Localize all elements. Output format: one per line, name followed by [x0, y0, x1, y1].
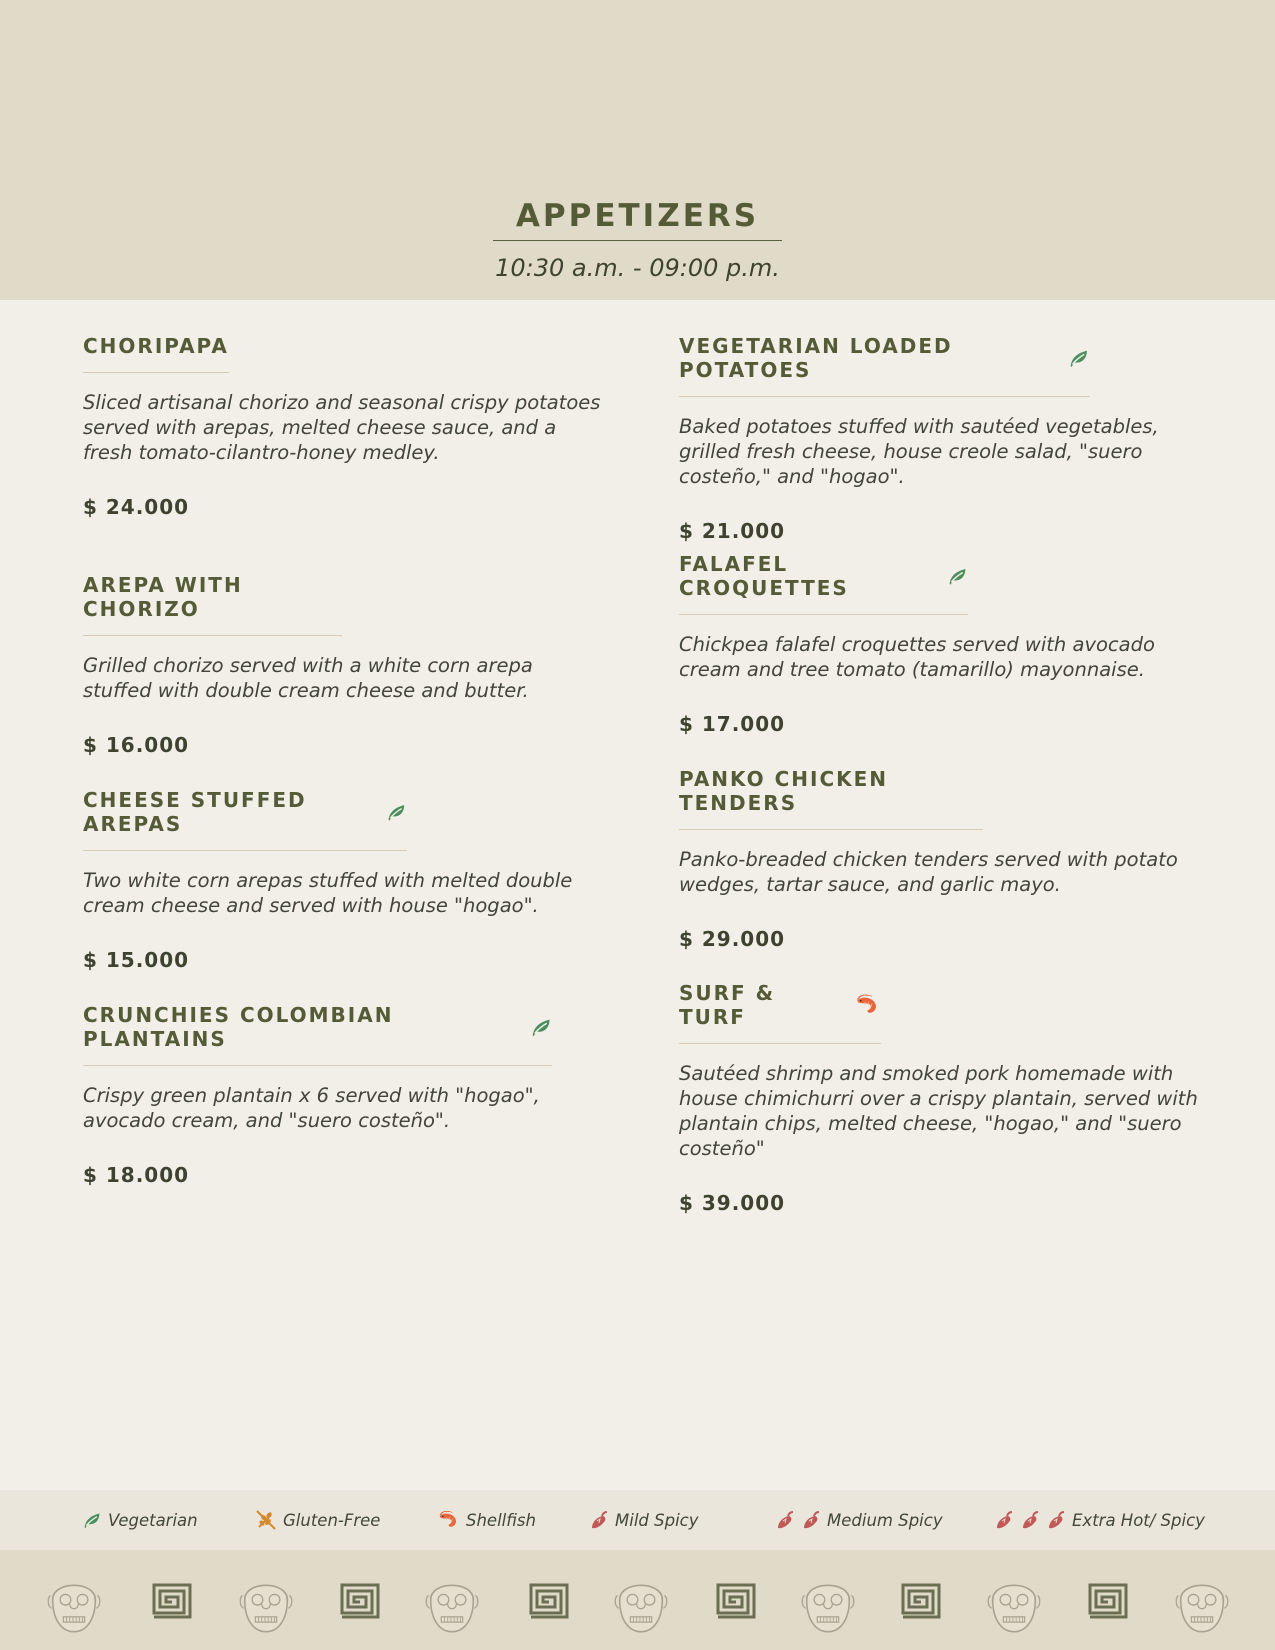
mask-icon: [420, 1572, 484, 1636]
menu-item-price: $ 29.000: [679, 927, 786, 951]
service-hours: 10:30 a.m. - 09:00 p.m.: [495, 254, 780, 282]
menu-item: [679, 552, 1219, 736]
wheat-crossed-icon: [255, 1509, 277, 1531]
legend-label: Shellfish: [466, 1510, 536, 1530]
legend-label: Vegetarian: [108, 1510, 198, 1530]
legend-vegetarian: [82, 1490, 198, 1550]
spiral-icon: [715, 1583, 757, 1619]
menu-item: [679, 334, 1219, 543]
menu-item-name: VEGETARIAN LOADED POTATOES: [679, 334, 953, 382]
menu-item-name: CRUNCHIES COLOMBIAN PLANTAINS: [83, 1003, 394, 1051]
menu-item-heading: [83, 334, 229, 373]
menu-item: [83, 788, 623, 972]
decorative-footer: [0, 1550, 1275, 1650]
menu-item-heading: [679, 767, 983, 830]
chili-icon: [589, 1510, 609, 1530]
mask-icon: [234, 1572, 298, 1636]
menu-item-description: Two white corn arepas stuffed with melted double cream cheese and served with house "hogao".: [83, 869, 573, 917]
menu-item: [679, 767, 1219, 951]
menu-item-name: AREPA WITH CHORIZO: [83, 573, 243, 621]
mask-icon: [1170, 1572, 1234, 1636]
chili-icon: [801, 1510, 821, 1530]
menu-item-heading: [83, 573, 342, 636]
mask-icon: [796, 1572, 860, 1636]
legend-label: Medium Spicy: [827, 1510, 943, 1530]
spiral-icon: [339, 1583, 381, 1619]
menu-item-price: $ 21.000: [679, 519, 786, 543]
legend-shellfish: [436, 1490, 536, 1550]
menu-item-price: $ 15.000: [83, 948, 190, 972]
legend-mild-spicy: [589, 1490, 699, 1550]
menu-item-heading: [679, 334, 1090, 397]
spiral-icon: [151, 1583, 193, 1619]
leaf-icon: [386, 801, 407, 823]
section-title-wrap: [493, 198, 782, 241]
menu-item-description: Baked potatoes stuffed with sautéed vegetables, grilled fresh cheese, house creole salad, "suero costeño," and "hogao".: [679, 415, 1159, 488]
leaf-icon: [82, 1511, 102, 1529]
dietary-legend: [0, 1490, 1275, 1550]
menu-item-heading: [83, 788, 407, 851]
menu-header: [0, 0, 1275, 300]
legend-gluten-free: [255, 1490, 380, 1550]
mask-icon: [609, 1572, 673, 1636]
menu-item-name: FALAFEL CROQUETTES: [679, 552, 849, 600]
menu-item-description: Sautéed shrimp and smoked pork homemade with house chimichurri over a crispy plantain, served with plantain chips, melted cheese, "hogao," and "suero costeño": [679, 1062, 1198, 1160]
menu-item-name: CHORIPAPA: [83, 334, 229, 358]
legend-medium-spicy: [775, 1490, 943, 1550]
menu-item-price: $ 39.000: [679, 1191, 786, 1215]
menu-item-price: $ 16.000: [83, 733, 190, 757]
leaf-icon: [947, 565, 968, 587]
menu-item-price: $ 24.000: [83, 495, 190, 519]
legend-label: Mild Spicy: [615, 1510, 699, 1530]
menu-item-price: $ 17.000: [679, 712, 786, 736]
legend-extra-hot: [994, 1490, 1205, 1550]
menu-item: [83, 334, 623, 519]
spiral-icon: [1087, 1583, 1129, 1619]
menu-item-heading: [679, 552, 968, 615]
chili-icon: [994, 1510, 1014, 1530]
menu-item-name: PANKO CHICKEN TENDERS: [679, 767, 889, 815]
leaf-icon: [530, 1016, 552, 1038]
menu-item-description: Chickpea falafel croquettes served with avocado cream and tree tomato (tamarillo) mayonnaise.: [679, 633, 1155, 681]
mask-icon: [42, 1572, 106, 1636]
shrimp-icon: [436, 1510, 460, 1530]
menu-item-name: SURF & TURF: [679, 981, 776, 1029]
chili-icon: [1046, 1510, 1066, 1530]
mask-icon: [982, 1572, 1046, 1636]
chili-icon: [775, 1510, 795, 1530]
menu-item-name: CHEESE STUFFED AREPAS: [83, 788, 307, 836]
menu-item-description: Grilled chorizo served with a white corn arepa stuffed with double cream cheese and butter.: [83, 654, 533, 702]
chili-icon: [1020, 1510, 1040, 1530]
menu-item-description: Crispy green plantain x 6 served with "hogao", avocado cream, and "suero costeño".: [83, 1084, 540, 1132]
section-title: APPETIZERS: [515, 198, 760, 234]
menu-item-description: Panko-breaded chicken tenders served with potato wedges, tartar sauce, and garlic mayo.: [679, 848, 1178, 896]
menu-item-description: Sliced artisanal chorizo and seasonal crispy potatoes served with arepas, melted cheese sauce, and a fresh tomato-cilantro-honey medley.: [83, 391, 601, 464]
menu-item: [83, 573, 623, 757]
legend-label: Gluten-Free: [283, 1510, 381, 1530]
legend-label: Extra Hot/ Spicy: [1072, 1510, 1205, 1530]
menu-item: [83, 1003, 623, 1187]
menu-item-heading: [679, 981, 881, 1044]
spiral-icon: [528, 1583, 570, 1619]
menu-item: [679, 981, 1219, 1215]
spiral-icon: [900, 1583, 942, 1619]
menu-item-heading: [83, 1003, 552, 1066]
shrimp-icon: [853, 992, 881, 1018]
menu-item-price: $ 18.000: [83, 1163, 190, 1187]
leaf-icon: [1068, 347, 1090, 369]
